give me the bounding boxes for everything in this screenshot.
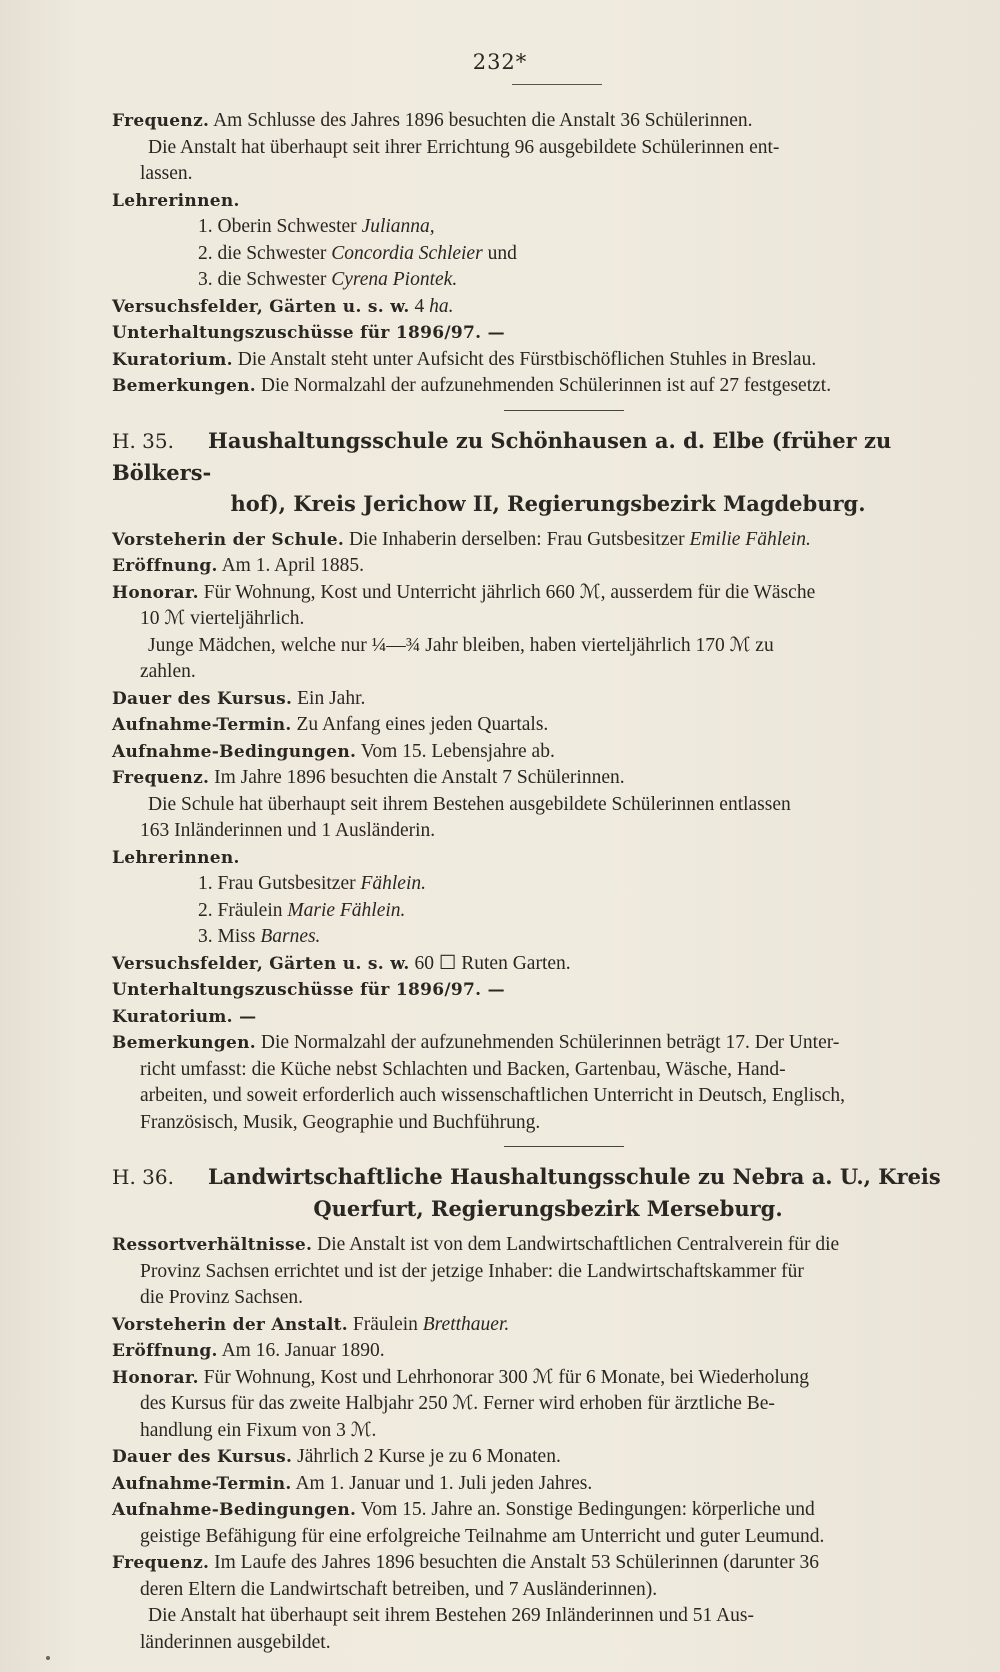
section-heading <box>112 1161 944 1224</box>
section-title-line: Querfurt, Regierungsbezirk Merseburg. <box>313 1196 783 1221</box>
fields-entry: Versuchsfelder, Gärten u. s. w. 60 ☐ Ruten Garten. <box>112 952 571 974</box>
section-heading <box>112 425 944 519</box>
fee-entry: Honorar. Für Wohnung, Kost und Unterricht jährlich 660 ℳ, ausserdem für die Wäsche <box>112 581 816 603</box>
frequency-note-line: Die Anstalt hat überhaupt seit ihrem Bestehen 269 Inländerinnen und 51 Aus- <box>148 1605 754 1626</box>
frequency-note-line: Die Schule hat überhaupt seit ihrem Bestehen ausgebildete Schülerinnen entlassen <box>148 793 791 815</box>
department-line: Provinz Sachsen errichtet und ist der jetzige Inhaber: die Landwirtschaftskammer für <box>140 1260 804 1282</box>
teacher-item: 3. Miss Barnes. <box>198 926 321 947</box>
teachers-label: Lehrerinnen. <box>112 190 240 211</box>
board-entry: Kuratorium. — <box>112 1006 257 1027</box>
page-number-rule <box>512 84 602 85</box>
notes-entry: Bemerkungen. Die Normalzahl der aufzunehmenden Schülerinnen ist auf 27 festgesetzt. <box>112 375 832 396</box>
paper-speck <box>46 1656 50 1660</box>
admission-conditions-line: geistige Befähigung für eine erfolgreiche Teilnahme am Unterricht und guter Leumund. <box>140 1525 825 1547</box>
duration-entry: Dauer des Kursus. Jährlich 2 Kurse je zu 6 Monaten. <box>112 1446 561 1467</box>
notes-entry: Bemerkungen. Die Normalzahl der aufzunehmenden Schülerinnen beträgt 17. Der Unter- <box>112 1032 840 1053</box>
fee-entry-line: 10 ℳ vierteljährlich. <box>140 608 305 629</box>
fee-line: des Kursus für das zweite Halbjahr 250 ℳ. Ferner wird erhoben für ärztliche Be- <box>140 1393 775 1414</box>
frequency-entry: Frequenz. Im Jahre 1896 besuchten die Anstalt 7 Schülerinnen. <box>112 767 625 788</box>
frequency-note-line: länderinnen ausgebildet. <box>140 1631 331 1653</box>
section-id: H. 35. <box>112 428 174 453</box>
admission-date-entry: Aufnahme-Termin. Zu Anfang eines jeden Quartals. <box>112 714 549 735</box>
section-previous-continued <box>112 108 944 400</box>
frequency-note-line: 163 Inländerinnen und 1 Ausländerin. <box>140 820 436 841</box>
department-line: die Provinz Sachsen. <box>140 1287 304 1308</box>
frequency-line: deren Eltern die Landwirtschaft betreiben, und 7 Ausländerinnen). <box>140 1578 658 1600</box>
duration-entry: Dauer des Kursus. Ein Jahr. <box>112 687 366 709</box>
frequency-note-line: Die Anstalt hat überhaupt seit ihrer Errichtung 96 ausgebildete Schülerinnen ent- <box>148 136 780 158</box>
frequency-entry: Frequenz. Am Schlusse des Jahres 1896 besuchten die Anstalt 36 Schülerinnen. <box>112 110 753 131</box>
fee-line: handlung ein Fixum von 3 ℳ. <box>140 1419 377 1441</box>
head-entry: Vorsteherin der Anstalt. Fräulein Bretthauer. <box>112 1313 510 1335</box>
section-h35 <box>112 425 944 1137</box>
fee-note-line: zahlen. <box>140 661 196 682</box>
fields-entry: Versuchsfelder, Gärten u. s. w. 4 ha. <box>112 295 454 317</box>
opening-entry: Eröffnung. Am 16. Januar 1890. <box>112 1340 385 1361</box>
section-title-line: hof), Kreis Jerichow II, Regierungsbezirk Magdeburg. <box>230 490 866 516</box>
teacher-item: 2. Fräulein Marie Fählein. <box>198 899 406 921</box>
fee-entry: Honorar. Für Wohnung, Kost und Lehrhonorar 300 ℳ für 6 Monate, bei Wiederholung <box>112 1366 810 1388</box>
frequency-note-line: lassen. <box>140 163 193 184</box>
notes-line: arbeiten, und soweit erforderlich auch wissenschaftlichen Unterricht in Deutsch, Englisch, <box>140 1085 846 1106</box>
head-entry: Vorsteherin der Schule. Die Inhaberin derselben: Frau Gutsbesitzer Emilie Fählein. <box>112 528 811 550</box>
page-body <box>112 108 944 1656</box>
section-title-line: Haushaltungsschule zu Schönhausen a. d. Elbe (früher zu Bölkers- <box>112 427 892 485</box>
teachers-label: Lehrerinnen. <box>112 847 240 868</box>
section-id: H. 36. <box>112 1165 174 1189</box>
opening-entry: Eröffnung. Am 1. April 1885. <box>112 555 365 576</box>
teacher-item: 3. die Schwester Cyrena Piontek. <box>198 269 458 290</box>
teacher-item: 2. die Schwester Concordia Schleier und <box>198 242 517 264</box>
admission-conditions-entry: Aufnahme-Bedingungen. Vom 15. Lebensjahre ab. <box>112 740 555 762</box>
notes-line: Französisch, Musik, Geographie und Buchführung. <box>140 1111 541 1133</box>
fee-note-line: Junge Mädchen, welche nur ¼—¾ Jahr bleiben, haben vierteljährlich 170 ℳ zu <box>148 634 774 656</box>
section-title-line: Landwirtschaftliche Haushaltungsschule zu Nebra a. U., Kreis <box>208 1164 941 1189</box>
teacher-item: 1. Oberin Schwester Julianna, <box>198 216 435 237</box>
notes-line: richt umfasst: die Küche nebst Schlachten und Backen, Gartenbau, Wäsche, Hand- <box>140 1058 786 1080</box>
department-entry: Ressortverhältnisse. Die Anstalt ist von dem Landwirtschaftlichen Centralverein für die <box>112 1234 840 1255</box>
section-divider <box>504 410 624 411</box>
board-entry: Kuratorium. Die Anstalt steht unter Aufsicht des Fürstbischöflichen Stuhles in Breslau. <box>112 348 817 370</box>
section-divider <box>504 1146 624 1147</box>
admission-conditions-entry: Aufnahme-Bedingungen. Vom 15. Jahre an. Sonstige Bedingungen: körperliche und <box>112 1499 815 1520</box>
subsidy-entry: Unterhaltungszuschüsse für 1896/97. — <box>112 980 505 1000</box>
frequency-entry: Frequenz. Im Laufe des Jahres 1896 besuchten die Anstalt 53 Schülerinnen (darunter 36 <box>112 1552 819 1573</box>
admission-date-entry: Aufnahme-Termin. Am 1. Januar und 1. Juli jeden Jahres. <box>112 1472 593 1494</box>
teacher-item: 1. Frau Gutsbesitzer Fählein. <box>198 873 426 894</box>
section-h36 <box>112 1161 944 1656</box>
subsidy-entry: Unterhaltungszuschüsse für 1896/97. — <box>112 323 505 343</box>
page-number: 232* <box>472 50 528 74</box>
